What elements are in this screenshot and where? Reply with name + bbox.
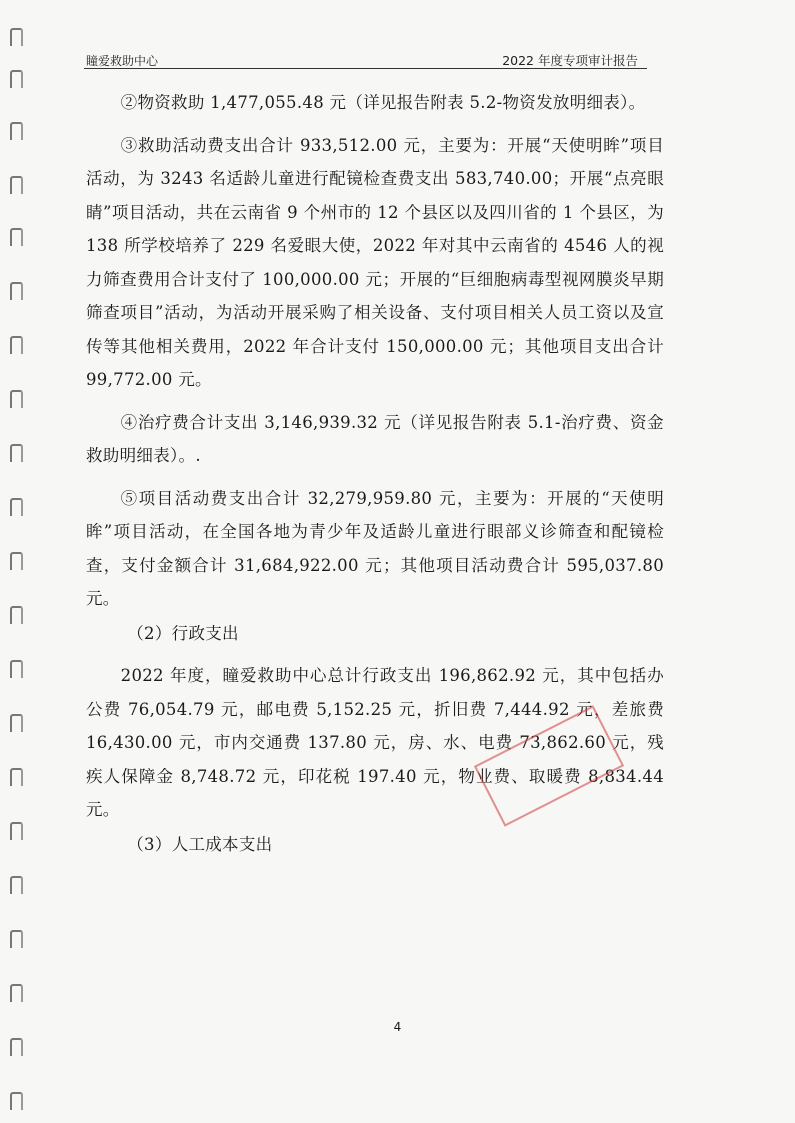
paragraph-admin-expense: 2022 年度，瞳爱救助中心总计行政支出 196,862.92 元，其中包括办公费 76,054.79 元，邮电费 5,152.25 元，折旧费 7,444.92 元，差旅费 16,430.00 元，市内交通费 137.80 元，房、水、电费 73,862.60 元，残疾人保障金 8,748.72 元，印花税 197.40 元，物业费、取暖费 8,834.44 元。 bbox=[86, 666, 664, 819]
binder-holes bbox=[8, 0, 22, 1123]
header-report-title: 2022 年度专项审计报告 bbox=[502, 53, 638, 68]
header-divider bbox=[84, 68, 647, 69]
section-heading-labor-cost: （3）人工成本支出 bbox=[127, 834, 273, 854]
header-org-name: 瞳爱救助中心 bbox=[86, 54, 159, 68]
paragraph-material-aid: ②物资救助 1,477,055.48 元（详见报告附表 5.2-物资发放明细表）。 bbox=[120, 93, 646, 112]
section-heading-admin-expense: （2）行政支出 bbox=[127, 623, 239, 643]
paragraph-activity-expense: ③救助活动费支出合计 933,512.00 元，主要为：开展“天使明眸”项目活动，为 3243 名适龄儿童进行配镜检查费支出 583,740.00；开展“点亮眼睛”项目活动，共在云南省 9 个州市的 12 个县区以及四川省的 1 个县区，为 138 所学校培养了 229 名爱眼大使，2022 年对其中云南省的 4546 人的视力筛查费用合计支付了 100,000.00 元；开展的“巨细胞病毒型视网膜炎早期筛查项目”活动，为活动开展采购了相关设备、支付项目相关人员工资以及宣传等其他相关费用，2022 年合计支付 150,000.00 元；其他项目支出合计 99,772.00 元。 bbox=[86, 135, 664, 389]
page-number: 4 bbox=[393, 1020, 402, 1034]
paragraph-treatment-expense: ④治疗费合计支出 3,146,939.32 元（详见报告附表 5.1-治疗费、资金救助明细表）。. bbox=[86, 412, 664, 465]
paragraph-project-activity-expense: ⑤项目活动费支出合计 32,279,959.80 元，主要为：开展的“天使明眸”项目活动，在全国各地为青少年及适龄儿童进行眼部义诊筛查和配镜检查，支付金额合计 31,684,922.00 元；其他项目活动费合计 595,037.80 元。 bbox=[86, 488, 664, 608]
